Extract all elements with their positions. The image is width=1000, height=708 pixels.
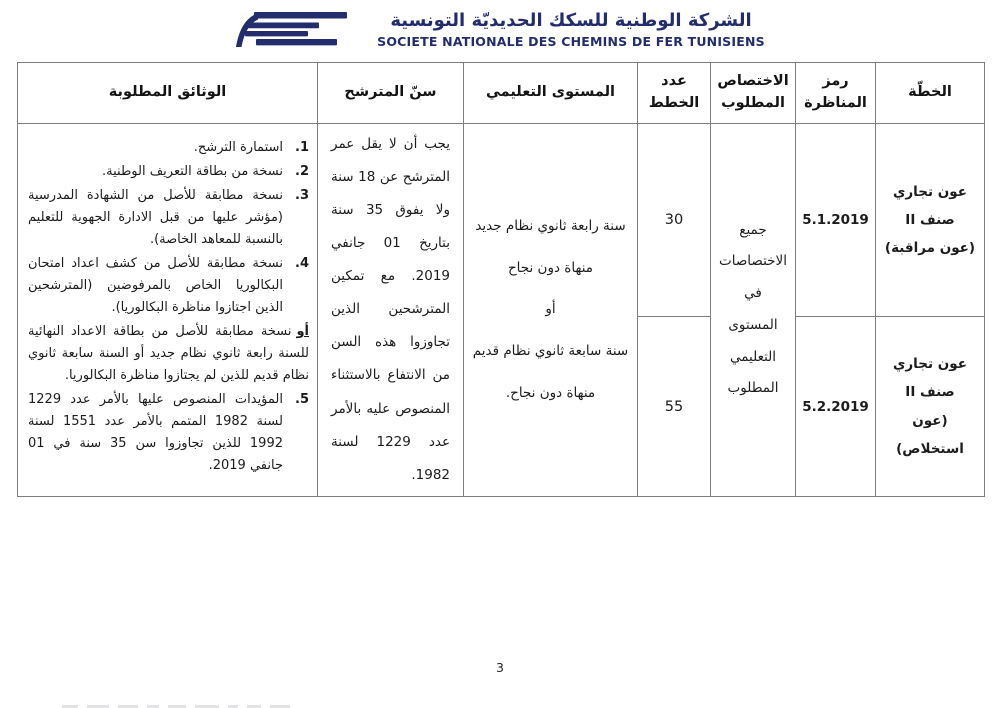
document-item-number: 4. xyxy=(295,256,309,271)
company-name-french: SOCIETE NATIONALE DES CHEMINS DE FER TUNISIENS xyxy=(377,33,765,49)
position-title: عون تجاري xyxy=(893,355,967,372)
table-row xyxy=(18,124,985,317)
document-item-text: المؤيدات المنصوص عليها بالأمر عدد 1229 لسنة 1982 المتمم بالأمر عدد 1551 لسنة 1992 للذين تجاوزوا سن 35 سنة في 01 جانفي 2019. xyxy=(28,392,283,473)
position-class: صنف II xyxy=(905,212,955,229)
table-header-row xyxy=(18,63,985,124)
document-item-text: نسخة مطابقة للأصل من الشهادة المدرسية (مؤشر عليها من قبل الادارة الجهوية للتعليم بالنسبة للمعاهد الخاصة). xyxy=(28,188,283,247)
document-item-number: 1. xyxy=(295,140,309,155)
post-count-cell-row2: 55 xyxy=(638,317,711,496)
education-line: سنة سابعة ثانوي نظام قديم xyxy=(472,343,629,360)
document-item xyxy=(28,161,309,183)
competition-code-cell-row1 xyxy=(796,124,876,317)
competition-code-value: 5.2.2019 xyxy=(802,398,869,415)
header-education-level: المستوى التعليمي xyxy=(464,63,638,124)
required-documents-cell xyxy=(18,124,318,497)
document-item-text: نسخة مطابقة للأصل من كشف اعداد امتحان البكالوريا الخاص بالمرفوضين (المترشحين الذين اجتازوا مناظرة البكالوريا). xyxy=(28,256,283,315)
position-cell-row1 xyxy=(876,124,985,317)
document-item-text: استمارة الترشح. xyxy=(193,140,283,155)
document-item xyxy=(28,185,309,251)
position-subtitle: (عون استخلاص) xyxy=(896,412,964,457)
sncft-train-logo xyxy=(235,10,353,48)
post-count-cell-row1: 30 xyxy=(638,124,711,317)
position-title: عون تجاري xyxy=(893,183,967,200)
document-item-number: 5. xyxy=(295,392,309,407)
document-alternative-item xyxy=(28,321,309,387)
header-candidate-age: سنّ المترشح xyxy=(318,63,464,124)
education-line: منهاة دون نجاح xyxy=(507,259,594,276)
specialty-cell: جميع الاختصاصات في المستوى التعليمي المطلوب xyxy=(711,124,796,497)
company-name-block xyxy=(377,10,765,49)
position-subtitle: (عون مراقبة) xyxy=(884,240,976,257)
header-competition-code: رمز المناظرة xyxy=(796,63,876,124)
document-item xyxy=(28,137,309,159)
education-line: منهاة دون نجاح. xyxy=(505,385,596,402)
age-requirement-text: يجب أن لا يقل عمر المترشح عن 18 سنة ولا يفوق 35 سنة بتاريخ 01 جانفي 2019. مع تمكين المترشحين الذين تجاوزوا هذه السن من الانتفاع بالاستثناء المنصوص عليه بالأمر عدد 1229 لسنة 1982. xyxy=(331,136,450,483)
header-position: الخطّة xyxy=(876,63,985,124)
company-name-arabic: الشركة الوطنية للسكك الحديديّة التونسية xyxy=(390,10,752,31)
page-number: 3 xyxy=(496,660,504,675)
document-item xyxy=(28,389,309,477)
education-line: سنة رابعة ثانوي نظام جديد xyxy=(475,217,626,234)
position-cell-row2 xyxy=(876,317,985,496)
document-alternative-text: نسخة مطابقة للأصل من بطاقة الاعداد النهائية للسنة رابعة ثانوي نظام جديد أو السنة سابعة ثانوي نظام قديم للذين لم يجتازوا مناظرة البكالوريا. xyxy=(28,324,309,383)
header-specialty: الاختصاص المطلوب xyxy=(711,63,796,124)
education-level-cell xyxy=(464,124,638,497)
recruitment-table xyxy=(17,62,985,497)
competition-code-value: 5.1.2019 xyxy=(802,212,869,229)
education-line: أو xyxy=(545,301,556,318)
document-item-number: 2. xyxy=(295,164,309,179)
next-page-clipped-text-artifact xyxy=(62,704,292,708)
position-class: صنف II xyxy=(905,384,955,401)
header-post-count: عدد الخطط xyxy=(638,63,711,124)
document-item-number: 3. xyxy=(295,188,309,203)
company-header xyxy=(0,10,1000,49)
document-item xyxy=(28,253,309,319)
header-required-documents: الوثائق المطلوبة xyxy=(18,63,318,124)
competition-code-cell-row2 xyxy=(796,317,876,496)
candidate-age-cell xyxy=(318,124,464,497)
or-keyword: أو xyxy=(296,324,309,339)
document-item-text: نسخة من بطاقة التعريف الوطنية. xyxy=(102,164,283,179)
